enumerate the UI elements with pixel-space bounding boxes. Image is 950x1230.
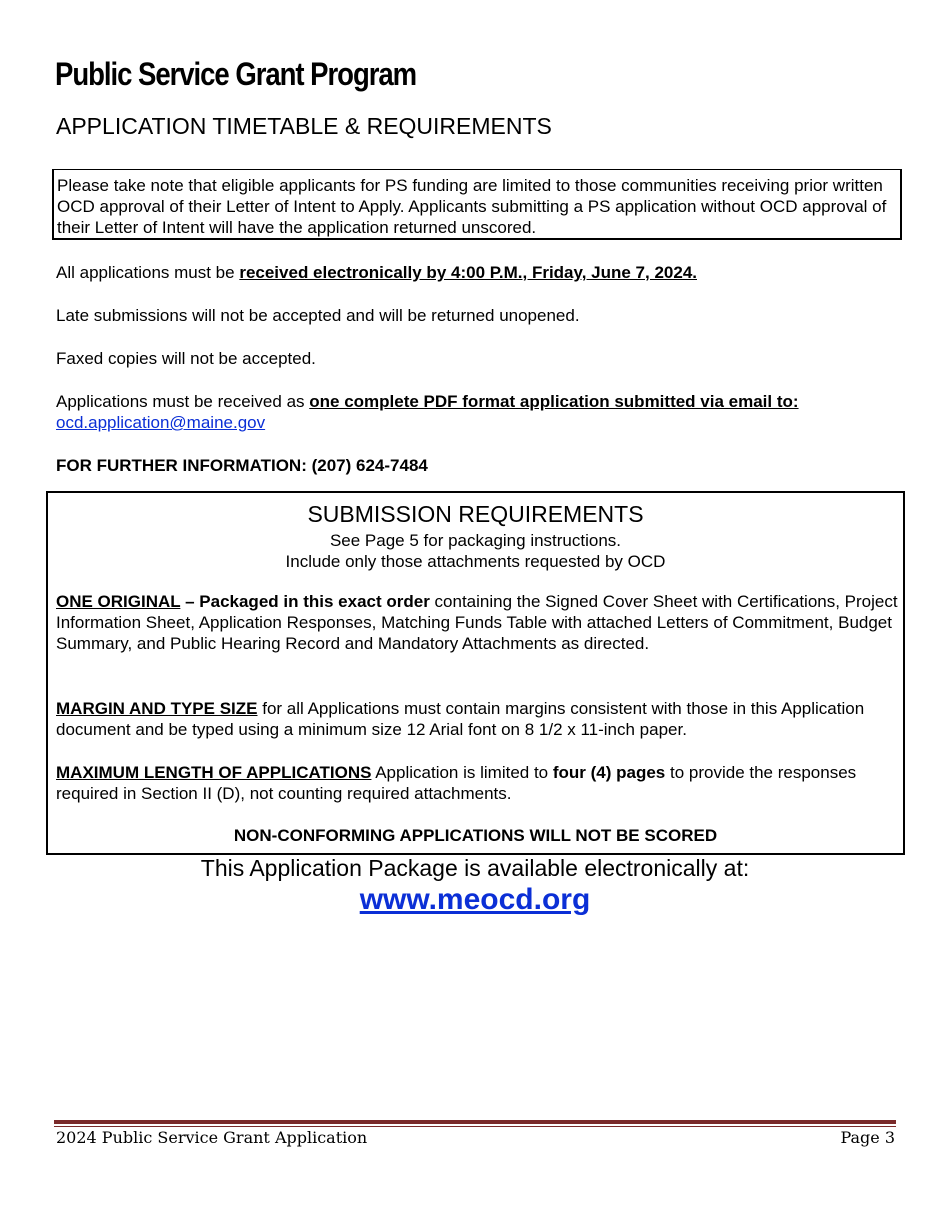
fax-text: Faxed copies will not be accepted. <box>56 349 316 368</box>
requirements-heading: SUBMISSION REQUIREMENTS <box>307 501 644 527</box>
deadline-paragraph <box>56 262 697 283</box>
packaging-note: See Page 5 for packaging instructions. <box>329 531 622 550</box>
margin-type-paragraph <box>56 698 898 740</box>
deadline-prefix: All applications must be <box>56 263 240 282</box>
page-subtitle: APPLICATION TIMETABLE & REQUIREMENTS <box>56 113 552 139</box>
one-original-label: ONE ORIGINAL <box>56 592 181 611</box>
footer-divider-thick <box>54 1120 896 1124</box>
availability-text: This Application Package is available electronically at: <box>200 855 750 881</box>
eligibility-notice-text: Please take note that eligible applicants for PS funding are limited to those communities receiving prior written OCD approval of their Letter of Intent to Apply. Applicants submitting a PS application without OCD approval of their Letter of Intent will have the application returned unscored. <box>57 176 887 237</box>
footer-divider-thin <box>54 1126 896 1127</box>
email-link[interactable]: ocd.application@maine.gov <box>56 413 266 432</box>
margin-type-label: MARGIN AND TYPE SIZE <box>56 699 258 718</box>
footer-page-number: Page 3 <box>840 1128 895 1147</box>
max-length-label: MAXIMUM LENGTH OF APPLICATIONS <box>56 763 372 782</box>
max-length-paragraph <box>56 762 898 804</box>
attachments-note: Include only those attachments requested by OCD <box>285 552 666 571</box>
website-link[interactable]: www.meocd.org <box>359 883 591 916</box>
margin-type-text: for all Applications must contain margins consistent with those in this Application document and be typed using a minimum size 12 Arial font on 8 1/2 x 11-inch paper. <box>56 699 865 739</box>
deadline-emphasis: received electronically by 4:00 P.M., Friday, June 7, 2024. <box>239 263 697 282</box>
further-info-text: FOR FURTHER INFORMATION: (207) 624-7484 <box>56 456 428 475</box>
format-emphasis: one complete PDF format application submitted via email to: <box>309 392 799 411</box>
page-title: Public Service Grant Program <box>55 56 417 92</box>
one-original-paragraph <box>56 591 898 654</box>
max-length-text-2: to provide the responses required in Section II (D), not counting required attachments. <box>56 763 857 803</box>
eligibility-notice-box <box>52 169 902 240</box>
submission-requirements-box <box>46 491 905 855</box>
footer-document-title: 2024 Public Service Grant Application <box>56 1128 368 1147</box>
format-paragraph <box>56 391 799 433</box>
one-original-bold: – Packaged in this exact order <box>180 592 430 611</box>
non-conforming-warning: NON-CONFORMING APPLICATIONS WILL NOT BE SCORED <box>233 826 718 845</box>
max-length-text-1: Application is limited to <box>371 763 553 782</box>
one-original-text: containing the Signed Cover Sheet with Certifications, Project Information Sheet, Application Responses, Matching Funds Table with attached Letters of Commitment, Budget Summary, and Public Hearing Record and Mandatory Attachments as directed. <box>56 592 898 653</box>
late-submissions-text: Late submissions will not be accepted and will be returned unopened. <box>56 306 580 325</box>
format-prefix: Applications must be received as <box>56 392 310 411</box>
max-length-bold: four (4) pages <box>552 763 666 782</box>
